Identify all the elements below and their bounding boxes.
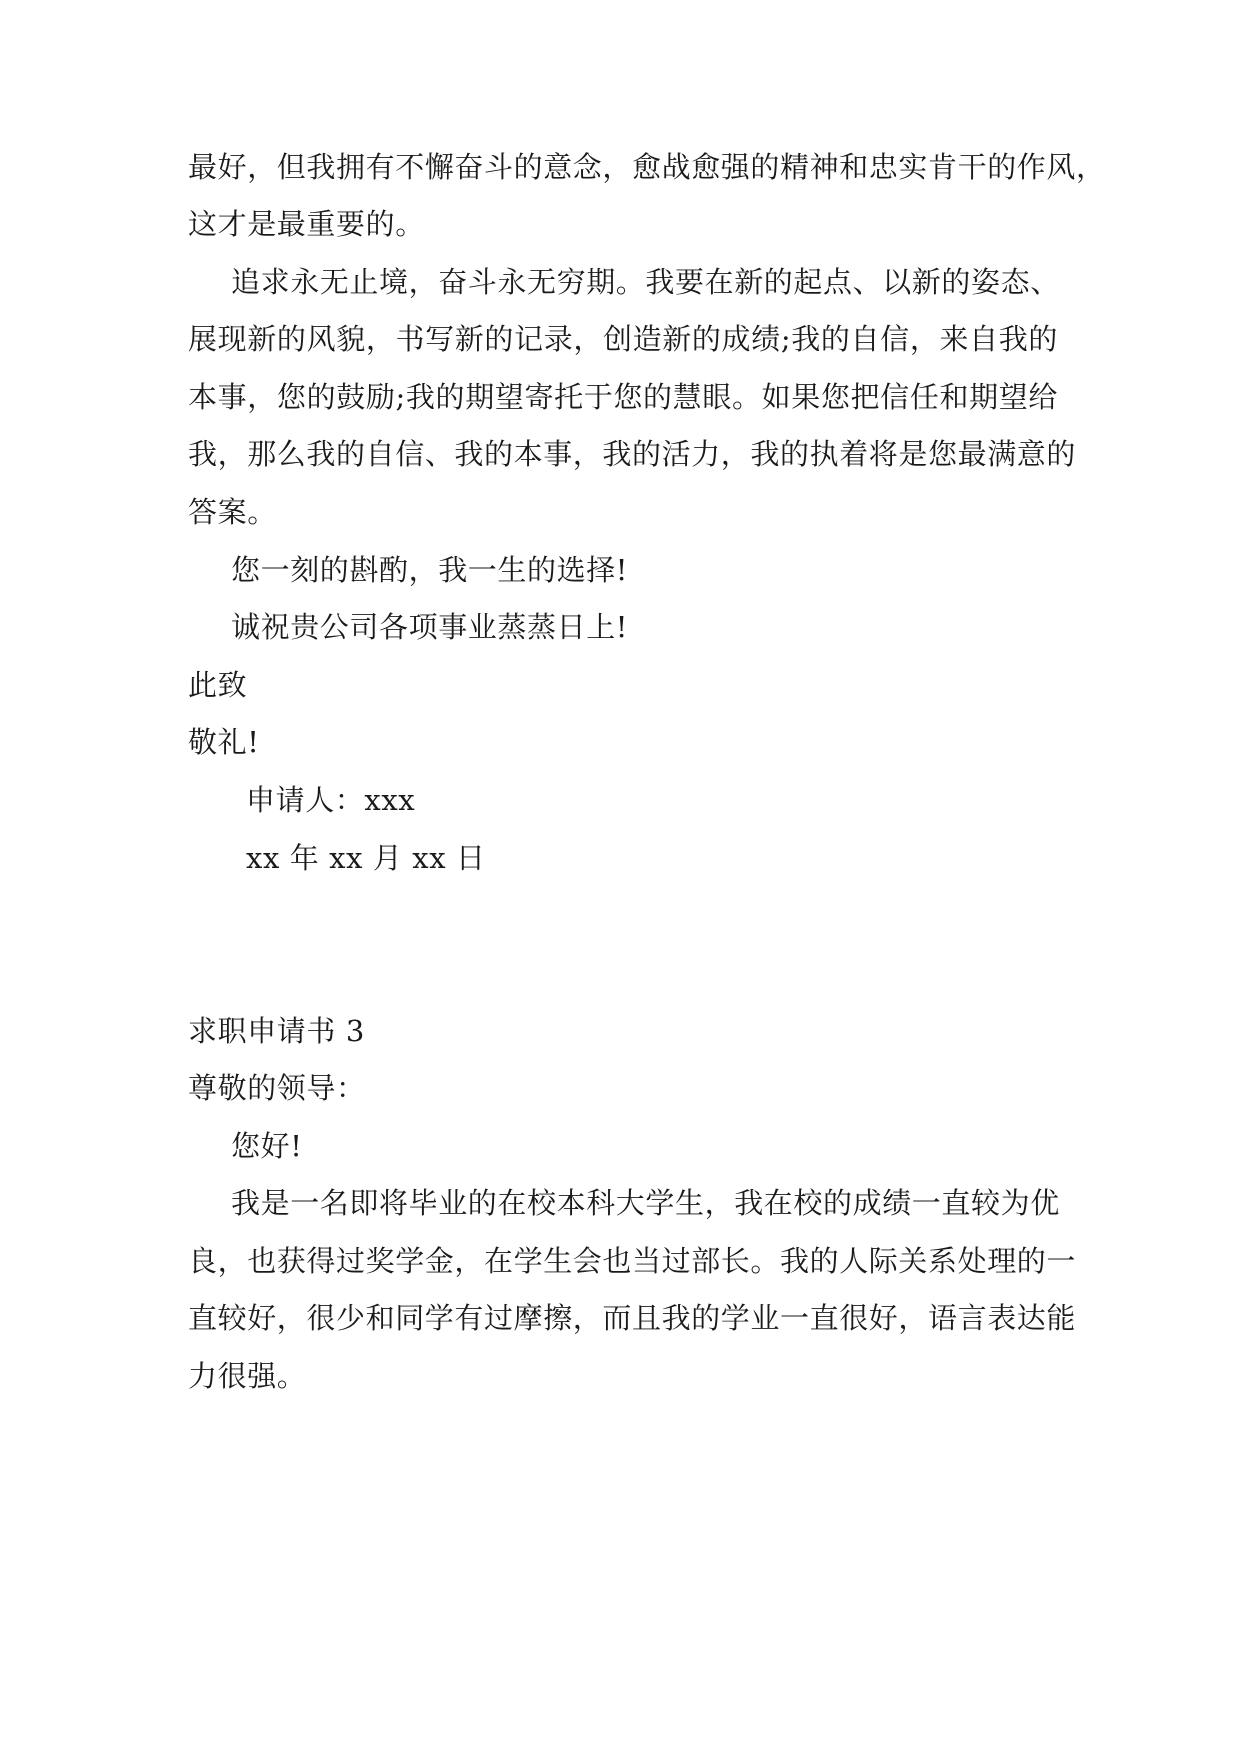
paragraph-line: 最好，但我拥有不懈奋斗的意念，愈战愈强的精神和忠实肯干的作风， [188, 150, 1106, 184]
paragraph-line: 追求永无止境，奋斗永无穷期。我要在新的起点、以新的姿态、 [231, 265, 1060, 299]
applicant-signature: 申请人：xxx [246, 783, 416, 817]
paragraph-line: 直较好，很少和同学有过摩擦，而且我的学业一直很好，语言表达能 [188, 1301, 1077, 1335]
paragraph-line: 这才是最重要的。 [188, 207, 425, 241]
signature-date: xx 年 xx 月 xx 日 [246, 841, 486, 875]
closing-line: 敬礼! [188, 725, 260, 759]
greeting: 您好! [231, 1129, 303, 1163]
closing-line: 此致 [188, 668, 248, 702]
paragraph-line: 答案。 [188, 495, 277, 529]
paragraph-line: 良，也获得过奖学金，在学生会也当过部长。我的人际关系处理的一 [188, 1244, 1077, 1278]
paragraph-line: 力很强。 [188, 1359, 307, 1393]
paragraph-line: 展现新的风貌，书写新的记录，创造新的成绩;我的自信，来自我的 [188, 322, 1058, 356]
paragraph-line: 本事，您的鼓励;我的期望寄托于您的慧眼。如果您把信任和期望给 [188, 380, 1058, 414]
paragraph-line: 诚祝贵公司各项事业蒸蒸日上! [231, 610, 629, 644]
paragraph-line: 我，那么我的自信、我的本事，我的活力，我的执着将是您最满意的 [188, 437, 1077, 471]
paragraph-line: 您一刻的斟酌，我一生的选择! [231, 553, 629, 587]
salutation: 尊敬的领导： [188, 1071, 366, 1105]
letter-title: 求职申请书 3 [188, 1014, 365, 1048]
paragraph-line: 我是一名即将毕业的在校本科大学生，我在校的成绩一直较为优 [231, 1186, 1060, 1220]
